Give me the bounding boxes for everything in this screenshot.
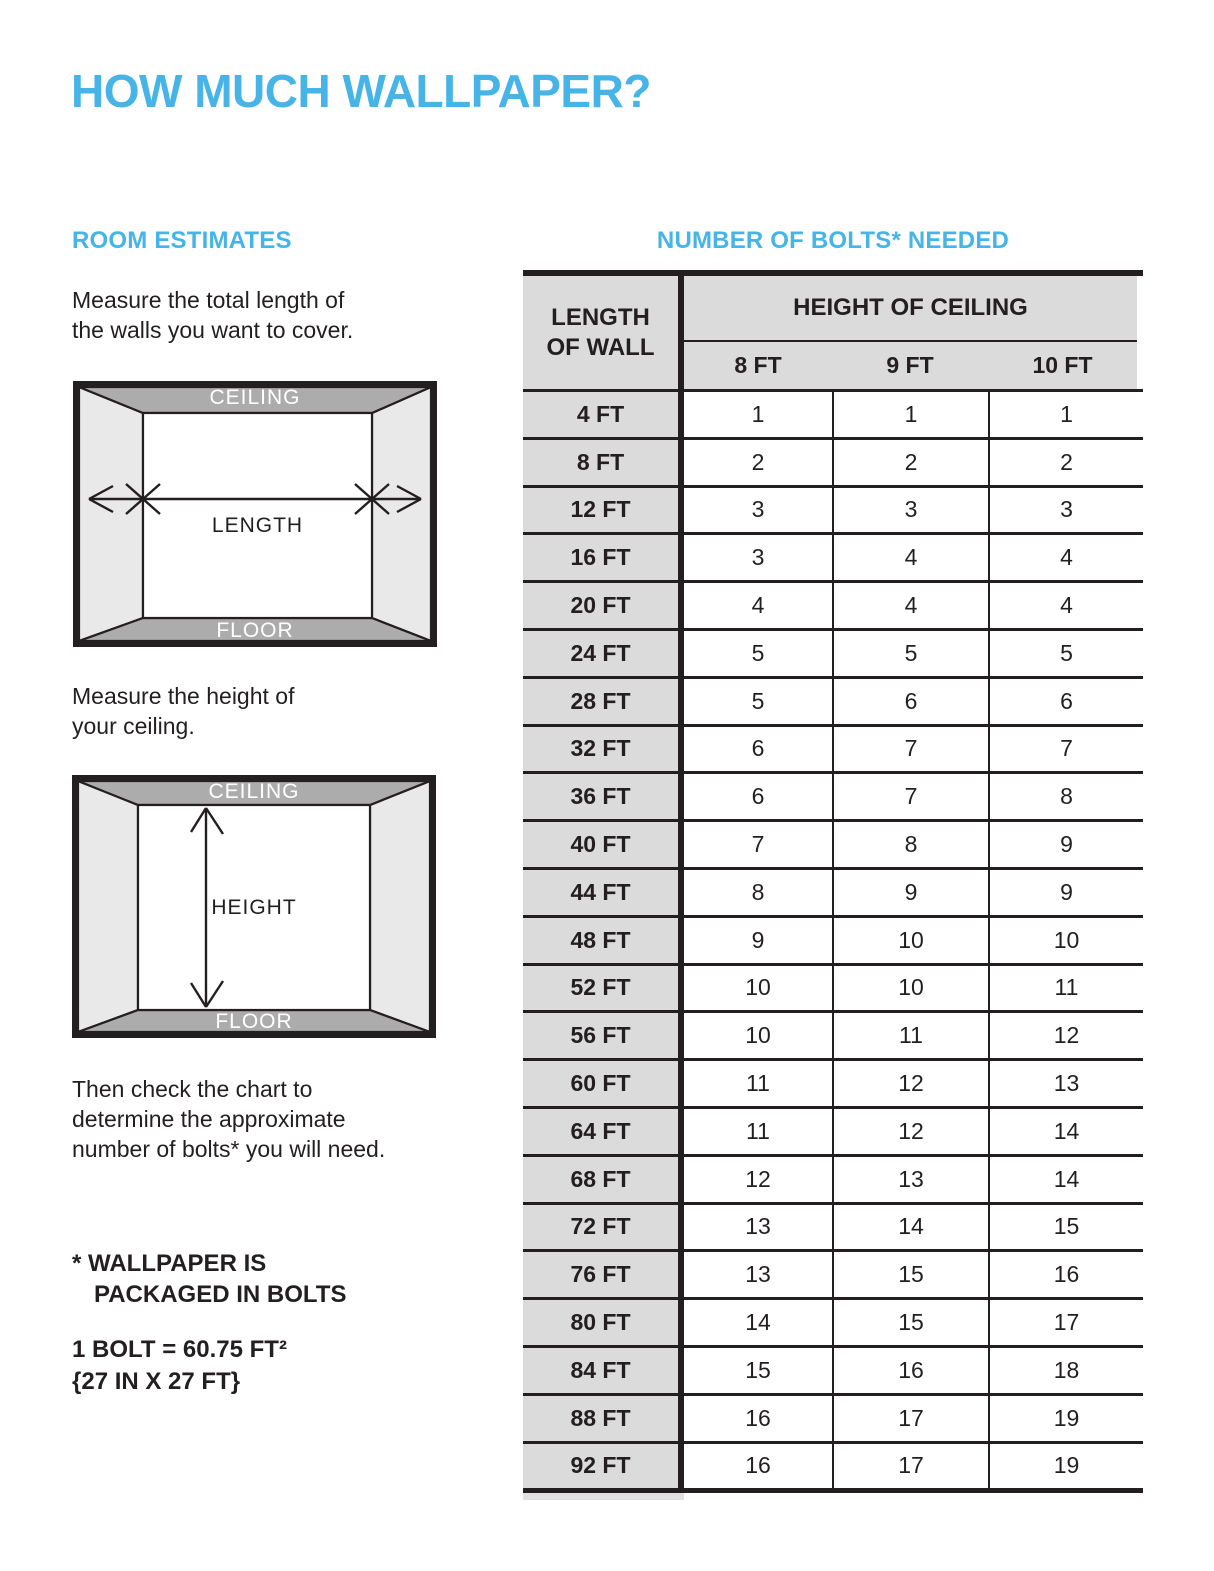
table-row bbox=[523, 1300, 1143, 1348]
bolts-footnote bbox=[72, 1248, 346, 1310]
row-label: 60 FT bbox=[523, 1061, 684, 1106]
cell-value: 9 bbox=[988, 870, 1143, 915]
cell-value: 19 bbox=[988, 1444, 1143, 1489]
row-label: 20 FT bbox=[523, 583, 684, 628]
cell-value: 16 bbox=[684, 1396, 832, 1441]
cell-value: 16 bbox=[988, 1252, 1143, 1297]
row-label: 64 FT bbox=[523, 1109, 684, 1154]
row-label: 40 FT bbox=[523, 822, 684, 867]
cell-value: 3 bbox=[684, 535, 832, 580]
cell-value: 3 bbox=[684, 488, 832, 533]
bolts-table-heading: NUMBER OF BOLTS* NEEDED bbox=[656, 227, 1010, 254]
table-row bbox=[523, 918, 1143, 966]
table-row bbox=[523, 392, 1143, 440]
table-body bbox=[523, 392, 1143, 1493]
length-of-wall-line1: LENGTH bbox=[551, 303, 650, 331]
row-label: 36 FT bbox=[523, 774, 684, 819]
bolt-size-info bbox=[72, 1334, 287, 1398]
cell-value: 1 bbox=[684, 392, 832, 437]
cell-value: 4 bbox=[832, 583, 988, 628]
table-row bbox=[523, 488, 1143, 536]
cell-value: 16 bbox=[684, 1444, 832, 1489]
row-label: 72 FT bbox=[523, 1205, 684, 1250]
height-of-ceiling-header: HEIGHT OF CEILING bbox=[684, 276, 1137, 342]
table-row bbox=[523, 1157, 1143, 1205]
cell-value: 16 bbox=[832, 1348, 988, 1393]
cell-value: 9 bbox=[684, 918, 832, 963]
cell-value: 11 bbox=[684, 1061, 832, 1106]
cell-value: 12 bbox=[988, 1013, 1143, 1058]
page-title: HOW MUCH WALLPAPER? bbox=[71, 65, 651, 117]
cell-value: 11 bbox=[988, 966, 1143, 1011]
cell-value: 12 bbox=[684, 1157, 832, 1202]
height-of-ceiling-block bbox=[684, 276, 1137, 389]
row-label: 44 FT bbox=[523, 870, 684, 915]
cell-value: 14 bbox=[988, 1109, 1143, 1154]
step1-text bbox=[72, 285, 353, 345]
cell-value: 5 bbox=[832, 631, 988, 676]
footnote-line1: * WALLPAPER IS bbox=[72, 1250, 267, 1277]
row-label: 12 FT bbox=[523, 488, 684, 533]
table-row bbox=[523, 727, 1143, 775]
table-row bbox=[523, 679, 1143, 727]
table-row bbox=[523, 774, 1143, 822]
table-row bbox=[523, 870, 1143, 918]
cell-value: 7 bbox=[832, 774, 988, 819]
row-label: 56 FT bbox=[523, 1013, 684, 1058]
cell-value: 3 bbox=[988, 488, 1143, 533]
cell-value: 10 bbox=[684, 966, 832, 1011]
step3-line1: Then check the chart to bbox=[72, 1076, 313, 1102]
cell-value: 17 bbox=[832, 1444, 988, 1489]
row-label: 52 FT bbox=[523, 966, 684, 1011]
cell-value: 8 bbox=[988, 774, 1143, 819]
cell-value: 15 bbox=[988, 1205, 1143, 1250]
cell-value: 19 bbox=[988, 1396, 1143, 1441]
cell-value: 11 bbox=[684, 1109, 832, 1154]
length-of-wall-line2: OF WALL bbox=[546, 333, 655, 361]
length-of-wall-header bbox=[523, 276, 684, 389]
table-row bbox=[523, 535, 1143, 583]
cell-value: 4 bbox=[832, 535, 988, 580]
floor-label: FLOOR bbox=[215, 1010, 293, 1033]
step3-line2: determine the approximate bbox=[72, 1106, 346, 1132]
cell-value: 7 bbox=[988, 727, 1143, 772]
cell-value: 4 bbox=[988, 535, 1143, 580]
cell-value: 14 bbox=[684, 1300, 832, 1345]
cell-value: 4 bbox=[684, 583, 832, 628]
row-label: 92 FT bbox=[523, 1444, 684, 1489]
column-header-8ft: 8 FT bbox=[734, 352, 782, 378]
row-label: 88 FT bbox=[523, 1396, 684, 1441]
step1-line2: the walls you want to cover. bbox=[72, 317, 354, 343]
step2-text bbox=[72, 681, 294, 741]
table-row bbox=[523, 1444, 1143, 1494]
cell-value: 18 bbox=[988, 1348, 1143, 1393]
cell-value: 8 bbox=[684, 870, 832, 915]
cell-value: 13 bbox=[684, 1252, 832, 1297]
row-label: 8 FT bbox=[523, 440, 684, 485]
table-row bbox=[523, 1061, 1143, 1109]
cell-value: 10 bbox=[832, 966, 988, 1011]
row-label: 4 FT bbox=[523, 392, 684, 437]
table-row bbox=[523, 1013, 1143, 1061]
room-length-diagram bbox=[73, 381, 437, 647]
row-label: 84 FT bbox=[523, 1348, 684, 1393]
cell-value: 14 bbox=[988, 1157, 1143, 1202]
cell-value: 2 bbox=[832, 440, 988, 485]
cell-value: 6 bbox=[988, 679, 1143, 724]
cell-value: 13 bbox=[684, 1205, 832, 1250]
ceiling-label: CEILING bbox=[209, 386, 301, 409]
row-label: 76 FT bbox=[523, 1252, 684, 1297]
cell-value: 14 bbox=[832, 1205, 988, 1250]
cell-value: 10 bbox=[684, 1013, 832, 1058]
room-estimates-heading: ROOM ESTIMATES bbox=[72, 227, 292, 254]
cell-value: 5 bbox=[988, 631, 1143, 676]
length-label: LENGTH bbox=[211, 514, 304, 537]
step3-text bbox=[72, 1074, 385, 1164]
cell-value: 15 bbox=[684, 1348, 832, 1393]
cell-value: 2 bbox=[988, 440, 1143, 485]
cell-value: 1 bbox=[832, 392, 988, 437]
cell-value: 13 bbox=[832, 1157, 988, 1202]
table-header bbox=[523, 276, 1143, 392]
ceiling-height-subheader bbox=[684, 342, 1137, 389]
bolts-table bbox=[523, 270, 1143, 1500]
step2-line1: Measure the height of bbox=[72, 683, 295, 709]
row-label: 28 FT bbox=[523, 679, 684, 724]
table-row bbox=[523, 1205, 1143, 1253]
cell-value: 4 bbox=[988, 583, 1143, 628]
footnote-line2: PACKAGED IN BOLTS bbox=[94, 1281, 347, 1308]
cell-value: 11 bbox=[832, 1013, 988, 1058]
ceiling-label: CEILING bbox=[208, 780, 300, 803]
row-label: 16 FT bbox=[523, 535, 684, 580]
table-row bbox=[523, 966, 1143, 1014]
step2-line2: your ceiling. bbox=[72, 713, 195, 739]
column-header-9ft: 9 FT bbox=[886, 352, 934, 378]
height-label: HEIGHT bbox=[211, 896, 297, 919]
row-label: 68 FT bbox=[523, 1157, 684, 1202]
cell-value: 3 bbox=[832, 488, 988, 533]
table-row bbox=[523, 1109, 1143, 1157]
cell-value: 10 bbox=[988, 918, 1143, 963]
row-label: 48 FT bbox=[523, 918, 684, 963]
cell-value: 17 bbox=[988, 1300, 1143, 1345]
step1-line1: Measure the total length of bbox=[72, 287, 345, 313]
column-header-10ft: 10 FT bbox=[1032, 352, 1093, 378]
cell-value: 15 bbox=[832, 1252, 988, 1297]
table-row bbox=[523, 631, 1143, 679]
cell-value: 10 bbox=[832, 918, 988, 963]
cell-value: 6 bbox=[832, 679, 988, 724]
row-label: 32 FT bbox=[523, 727, 684, 772]
cell-value: 12 bbox=[832, 1109, 988, 1154]
cell-value: 7 bbox=[684, 822, 832, 867]
cell-value: 5 bbox=[684, 679, 832, 724]
cell-value: 9 bbox=[832, 870, 988, 915]
table-bottom-tab bbox=[523, 1493, 684, 1500]
floor-label: FLOOR bbox=[216, 619, 294, 642]
cell-value: 8 bbox=[832, 822, 988, 867]
room-height-diagram bbox=[72, 775, 436, 1038]
cell-value: 12 bbox=[832, 1061, 988, 1106]
bolt-equation: 1 BOLT = 60.75 FT² bbox=[72, 1336, 287, 1363]
cell-value: 7 bbox=[832, 727, 988, 772]
table-row bbox=[523, 1252, 1143, 1300]
row-label: 80 FT bbox=[523, 1300, 684, 1345]
cell-value: 1 bbox=[988, 392, 1143, 437]
cell-value: 6 bbox=[684, 774, 832, 819]
cell-value: 2 bbox=[684, 440, 832, 485]
row-label: 24 FT bbox=[523, 631, 684, 676]
step3-line3: number of bolts* you will need. bbox=[72, 1136, 386, 1162]
cell-value: 5 bbox=[684, 631, 832, 676]
table-row bbox=[523, 440, 1143, 488]
bolt-dimensions: {27 IN X 27 FT} bbox=[72, 1368, 241, 1395]
cell-value: 15 bbox=[832, 1300, 988, 1345]
table-row bbox=[523, 822, 1143, 870]
table-row bbox=[523, 1348, 1143, 1396]
table-row bbox=[523, 583, 1143, 631]
cell-value: 13 bbox=[988, 1061, 1143, 1106]
cell-value: 17 bbox=[832, 1396, 988, 1441]
table-row bbox=[523, 1396, 1143, 1444]
cell-value: 6 bbox=[684, 727, 832, 772]
cell-value: 9 bbox=[988, 822, 1143, 867]
